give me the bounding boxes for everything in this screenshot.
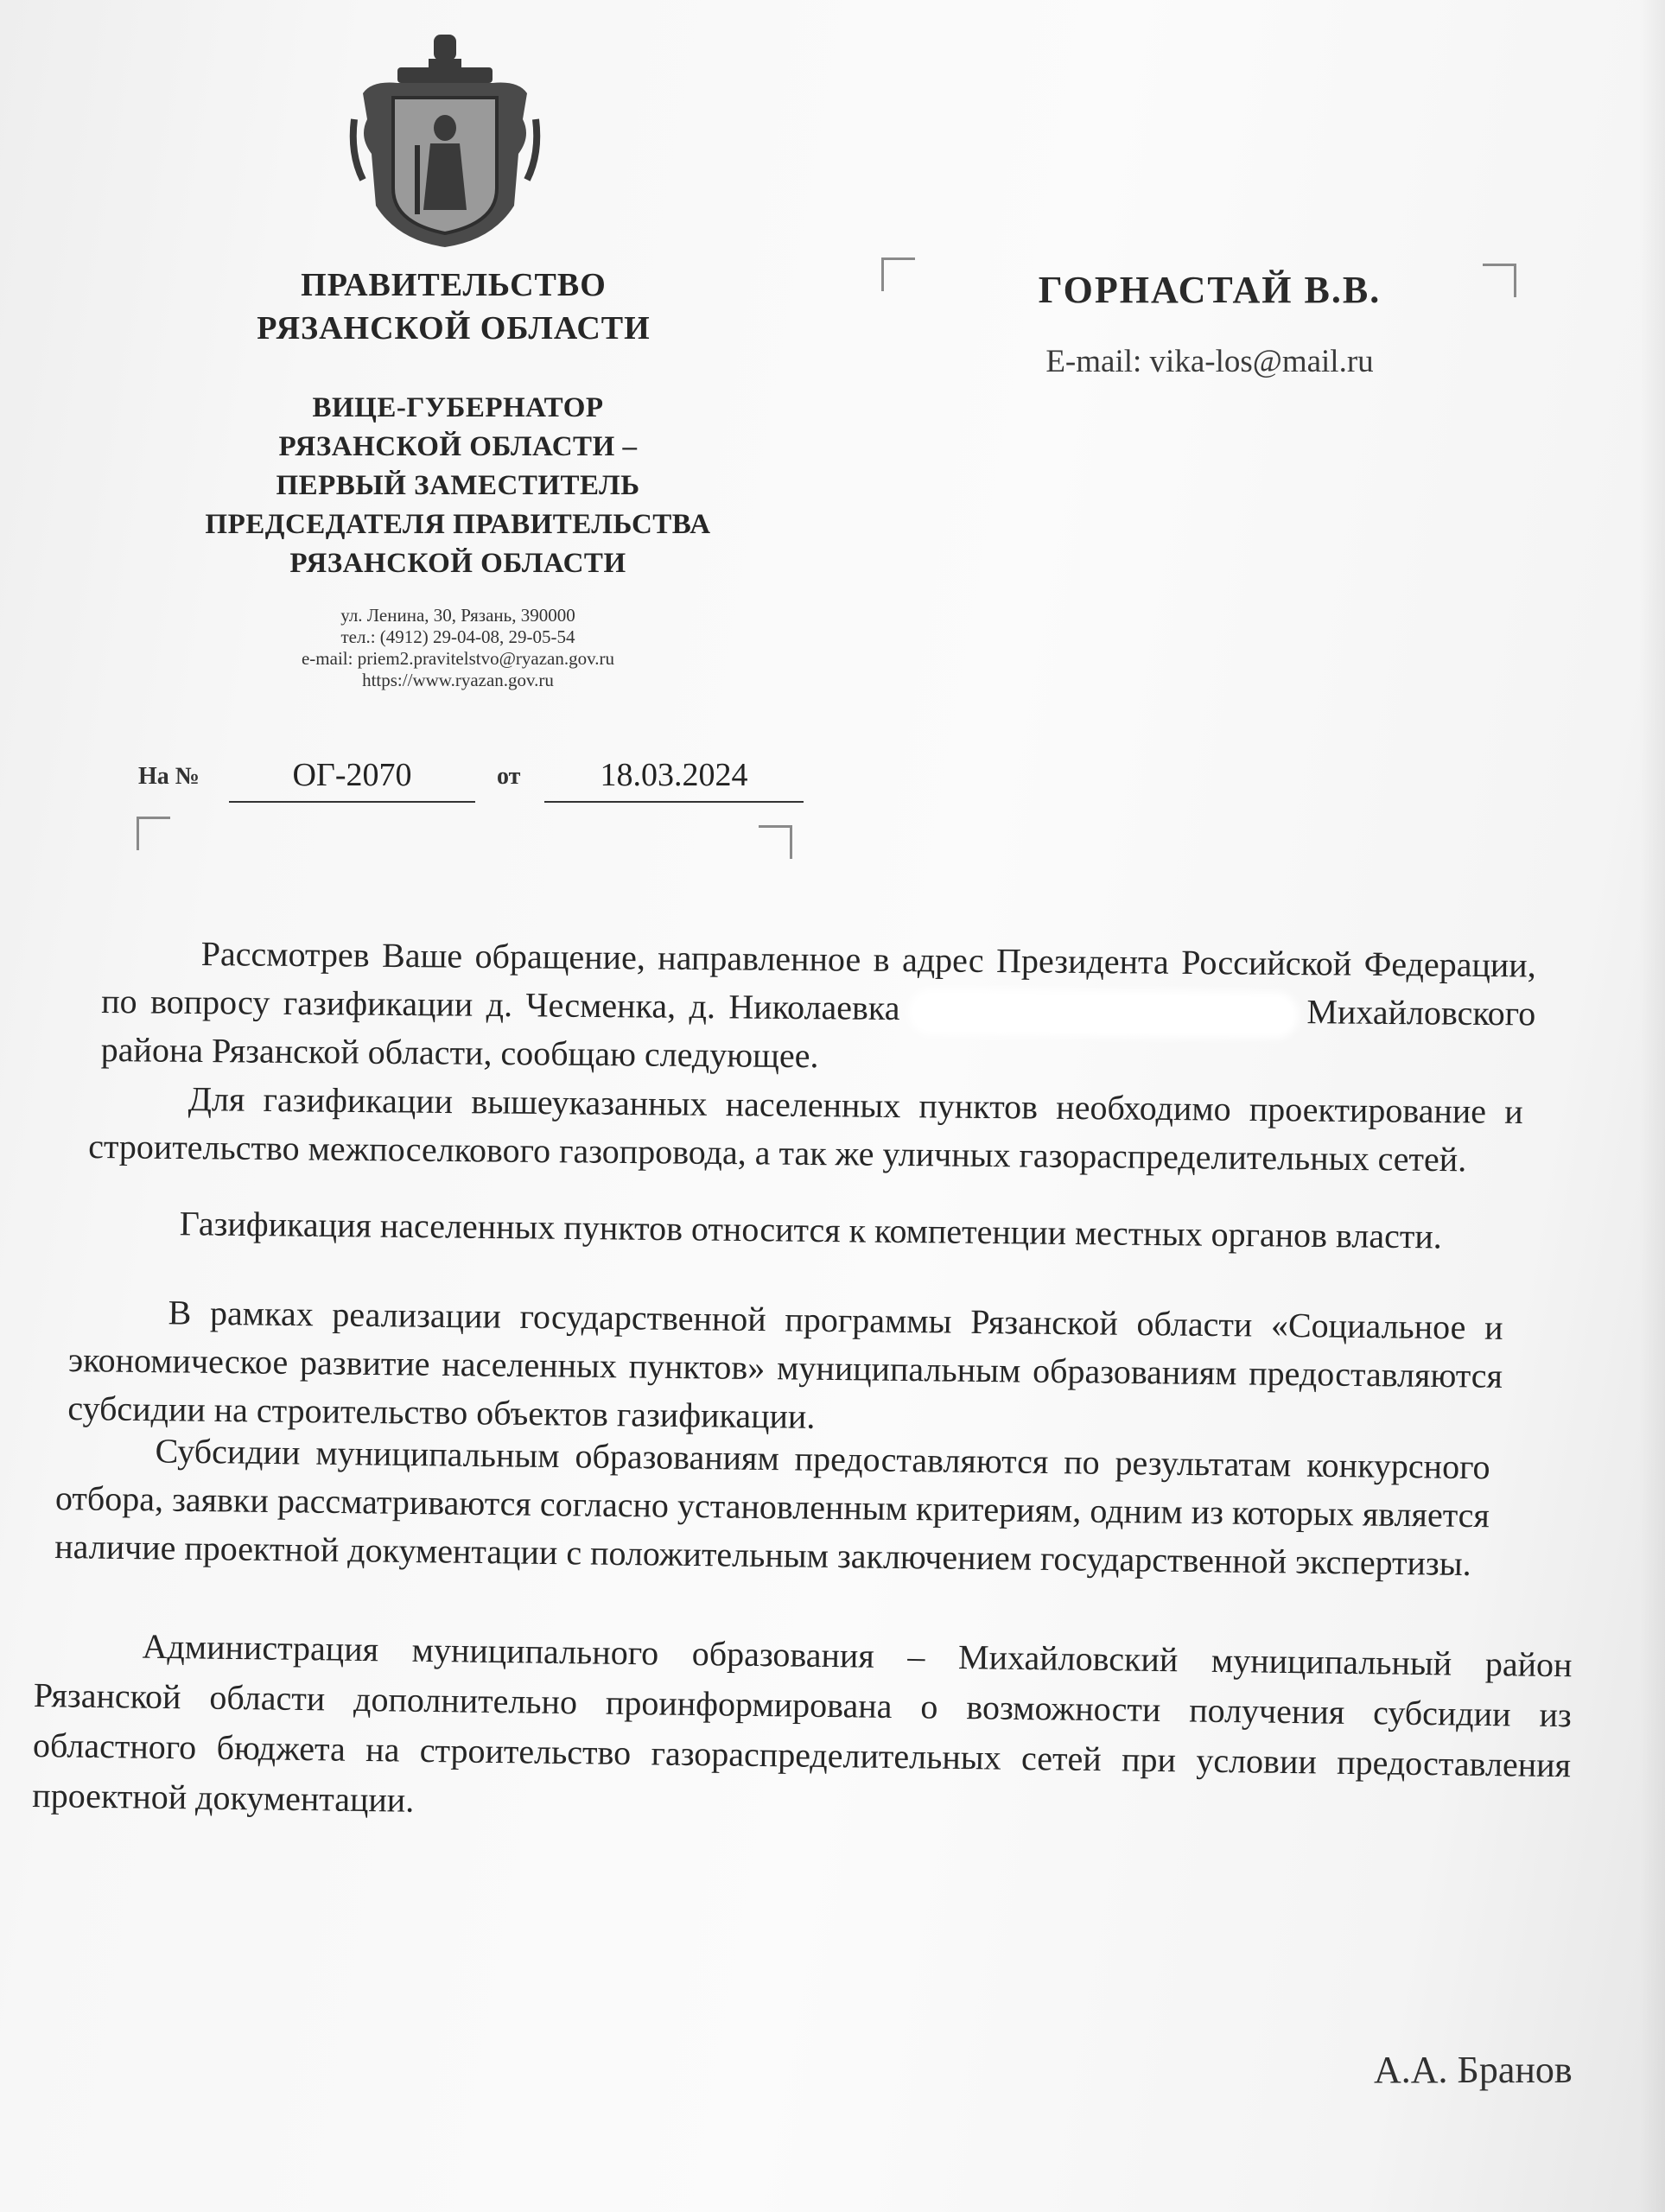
sender-position [173,389,743,583]
addressee-block [950,268,1469,380]
position-line-3: ПЕРВЫЙ ЗАМЕСТИТЕЛЬ [276,470,640,501]
reference-corner-mark-left [137,817,170,850]
reference-date: 18.03.2024 [600,757,748,793]
paragraph-4-text: В рамках реализации государственной программы Рязанской области «Социальное и экономическое развитие населенных пунктов» муниципальным образованиям предоставляются субсидии на строительство объектов газификации. [67,1293,1503,1436]
reference-number: ОГ-2070 [292,757,412,793]
addressee-corner-mark-left [881,257,915,291]
position-line-5: РЯЗАНСКОЙ ОБЛАСТИ [289,548,626,579]
contact-email: e-mail: priem2.pravitelstvo@ryazan.gov.ru [301,648,615,669]
government-line-1: ПРАВИТЕЛЬСТВО [301,267,607,303]
addressee-email: E-mail: vika-los@mail.ru [1045,344,1374,379]
sender-contacts [242,605,674,691]
position-line-2: РЯЗАНСКОЙ ОБЛАСТИ – [278,431,638,462]
paragraph-6-text: Администрация муниципального образования – Михайловский муниципальный район Рязанской области дополнительно проинформирована о возможности получения субсидии из областного бюджета на строительство газораспределительных сетей при условии предоставления проектной документации. [32,1626,1573,1820]
contact-address: ул. Ленина, 30, Рязань, 390000 [340,605,575,626]
paragraph-5 [54,1426,1490,1588]
government-line-2: РЯЗАНСКОЙ ОБЛАСТИ [257,310,651,346]
paragraph-6 [32,1620,1573,1840]
paragraph-2 [88,1074,1523,1185]
position-line-1: ВИЦЕ-ГУБЕРНАТОР [312,392,604,423]
paragraph-4 [67,1287,1503,1449]
paragraph-5-text: Субсидии муниципальным образованиям предоставляются по результатам конкурсного отбора, заявки рассматриваются согласно установленным критериям, одним из которых является наличие проектной документации с положительным заключением государственной экспертизы. [54,1431,1490,1584]
addressee-name: ГОРНАСТАЙ В.В. [1038,269,1382,311]
paragraph-2-text: Для газификации вышеуказанных населенных пунктов необходимо проектирование и строительство межпоселкового газопровода, а так же уличных газораспределительных сетей. [87,1079,1523,1179]
paragraph-1-text: Рассмотрев Ваше обращение, направленное в адрес Президента Российской Федерации, по вопросу газификации д. Чесменка, д. Николаевка [101,934,1536,1028]
redacted-placename [913,994,1293,1033]
coat-of-arms-emblem [346,33,544,249]
reference-date-underline [544,801,804,803]
paragraph-1 [101,929,1536,1086]
reference-number-underline [229,801,475,803]
reference-date-label: от [497,763,521,790]
position-line-4: ПРЕДСЕДАТЕЛЯ ПРАВИТЕЛЬСТВА [205,509,711,540]
government-title [225,264,683,350]
contact-phone: тел.: (4912) 29-04-08, 29-05-54 [340,626,575,647]
addressee-corner-mark-right [1483,264,1516,297]
reference-number-label: На № [138,763,200,790]
signature-name: А.А. Бранов [1374,2049,1573,2091]
contact-website: https://www.ryazan.gov.ru [362,670,554,690]
paragraph-3-text: Газификация населенных пунктов относится к компетенции местных органов власти. [179,1204,1442,1256]
reference-corner-mark-right [759,825,792,859]
reference-line [138,756,812,808]
paragraph-1-text-end: Михайловского района Рязанской области, сообщаю следующее. [100,992,1536,1076]
paragraph-3 [79,1198,1514,1262]
